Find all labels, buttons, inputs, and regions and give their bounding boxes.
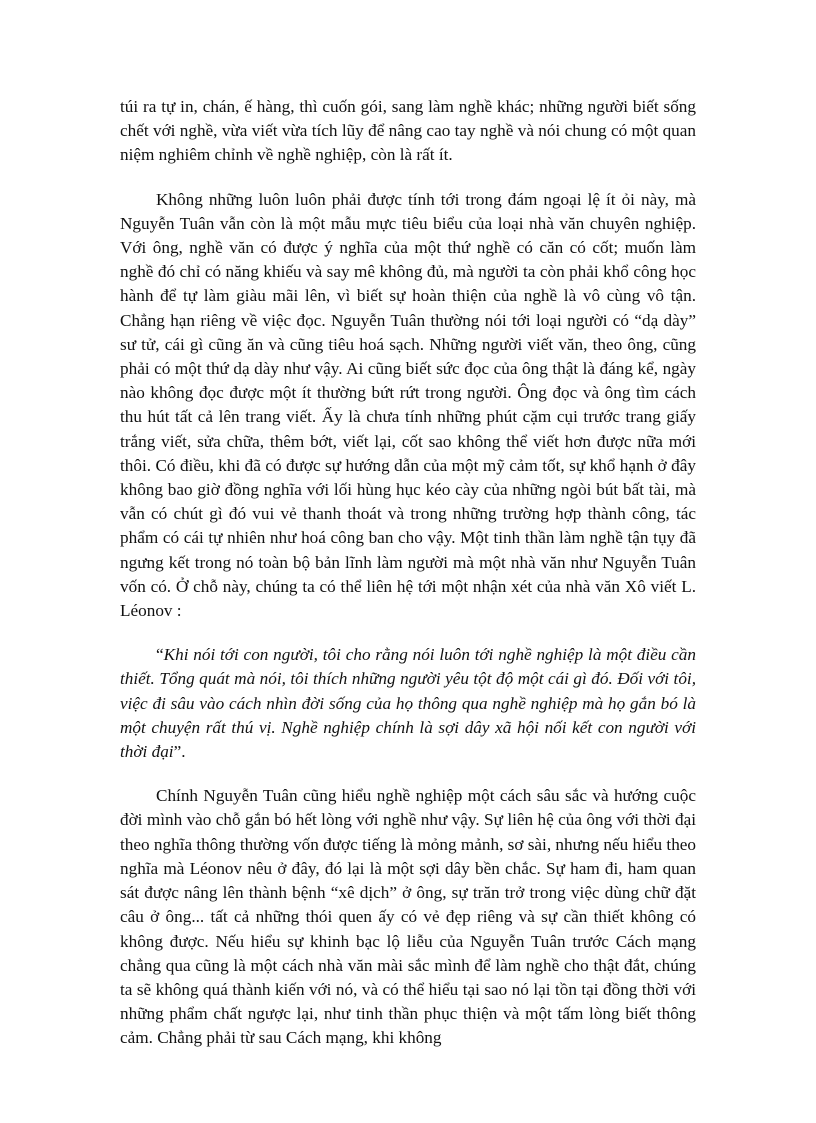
- quote-open-mark: “: [156, 645, 164, 665]
- paragraph-nguyen-tuan-profession: Không những luôn luôn phải được tính tới trong đám ngoại lệ ít ỏi này, mà Nguyễn Tuân vẫn còn là một mẫu mực tiêu biểu của loại nhà văn chuyên nghiệp. Với ông, nghề văn có được ý nghĩa của một thứ nghề có căn có cốt; muốn làm nghề đó chỉ có năng khiếu và say mê không đủ, mà người ta còn phải khổ công học hành để tự làm giàu mãi lên, vì biết sự hoàn thiện của nghề là vô cùng vô tận. Chẳng hạn riêng về việc đọc. Nguyễn Tuân thường nói tới loại người có “dạ dày” sư tử, cái gì cũng ăn và cũng tiêu hoá sạch. Những người viết văn, theo ông, cũng phải có một thứ dạ dày như vậy. Ai cũng biết sức đọc của ông thật là đáng kể, ngày nào không đọc được một ít thường bứt rứt trong người. Ông đọc và ông tìm cách thu hút tất cả lên trang viết. Ấy là chưa tính những phút cặm cụi trước trang giấy trắng viết, sửa chữa, thêm bớt, viết lại, cốt sao không thể viết hơn được nữa mới thôi. Có điều, khi đã có được sự hướng dẫn của một mỹ cảm tốt, sự khổ hạnh ở đây không bao giờ đồng nghĩa với lối hùng hục kéo cày của những ngòi bút bất tài, mà vẫn có chút gì đó vui vẻ thanh thoát và trong những trường hợp thành công, tác phẩm có cái tự nhiên như hoá công ban cho vậy. Một tinh thần làm nghề tận tụy đã ngưng kết trong nó toàn bộ bản lĩnh làm người mà một nhà văn như Nguyễn Tuân vốn có. Ở chỗ này, chúng ta có thể liên hệ tới một nhận xét của nhà văn Xô viết L. Léonov :: [120, 189, 696, 621]
- document-page: [120, 95, 696, 1051]
- block-quote-leonov: [120, 643, 696, 764]
- quote-text: Khi nói tới con người, tôi cho rằng nói luôn tới nghề nghiệp là một điều cần thiết. Tổng quát mà nói, tôi thích những người yêu tột độ một cái gì đó. Đối với tôi, việc đi sâu vào cách nhìn đời sống của họ thông qua nghề nghiệp mà họ gắn bó là một chuyện rất thú vị. Nghề nghiệp chính là sợi dây xã hội nối kết con người với thời đại: [120, 645, 696, 762]
- quote-close-mark: ”.: [173, 742, 186, 762]
- paragraph-continuation: túi ra tự in, chán, ế hàng, thì cuốn gói, sang làm nghề khác; những người biết sống chết với nghề, vừa viết vừa tích lũy để nâng cao tay nghề và nói chung có một quan niệm nghiêm chỉnh về nghề nghiệp, còn là rất ít.: [120, 97, 696, 165]
- paragraph-understanding-profession: Chính Nguyễn Tuân cũng hiểu nghề nghiệp một cách sâu sắc và hướng cuộc đời mình vào chỗ gắn bó hết lòng với nghề như vậy. Sự liên hệ của ông với thời đại theo nghĩa thông thường vốn được tiếng là mỏng mảnh, sơ sài, nhưng nếu hiểu theo nghĩa mà Léonov nêu ở đây, đó lại là một sợi dây bền chắc. Sự ham đi, ham quan sát được nâng lên thành bệnh “xê dịch” ở ông, sự trăn trở trong việc dùng chữ đặt câu ở ông... tất cả những thói quen ấy có vẻ đẹp riêng và sự cần thiết không có không được. Nếu hiểu sự khinh bạc lộ liễu của Nguyễn Tuân trước Cách mạng chẳng qua cũng là một cách nhà văn mài sắc mình để làm nghề cho thật đắt, chúng ta sẽ không quá thành kiến với nó, và có thể hiểu tại sao nó lại tồn tại đồng thời với những phẩm chất ngược lại, như tinh thần phục thiện và một tấm lòng biết thông cảm. Chẳng phải từ sau Cách mạng, khi không: [120, 786, 697, 1048]
